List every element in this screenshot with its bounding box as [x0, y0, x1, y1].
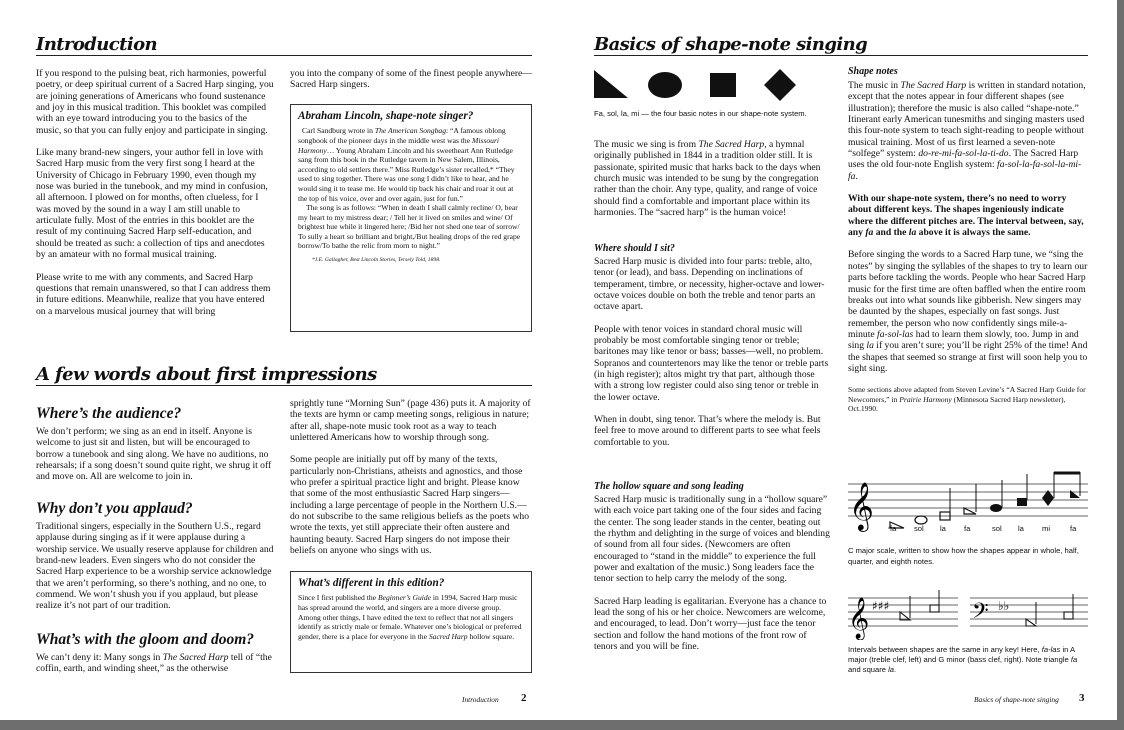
text-run: had to learn them slowly, too. Jump in and sing: [848, 328, 1079, 352]
lincoln-sidebar: [290, 104, 532, 332]
fa-half-note: [1026, 619, 1036, 626]
first-impressions-rule: [36, 385, 532, 386]
edition-sidebar-title: What’s different in this edition?: [298, 577, 445, 589]
la-half-note: [1064, 612, 1073, 619]
fa-half-note: [964, 508, 976, 514]
text-run: tell of “the coffin, earth, and winding sheet,” as the otherwise: [36, 652, 272, 675]
treble-clef-icon: 𝄞: [848, 598, 870, 639]
lincoln-sidebar-title: Abraham Lincoln, shape-note singer?: [298, 110, 474, 122]
introduction-rule: [36, 55, 532, 56]
syllable: fa: [1070, 654, 1078, 664]
book-title: The Sacred Harp: [900, 80, 967, 91]
hollow-square-section: [594, 494, 830, 663]
sit-heading: Where should I sit?: [594, 243, 675, 254]
hollow-square-paragraph: Sacred Harp leading is egalitarian. Everyone has a chance to lead the song of his or her choice. Newcomers are welcome, and encouraged, to lead. Don’t worry—just face the tenor section and follow the hand motions of the front row of tenors and you will be fine.: [594, 595, 827, 653]
intro-column-2: [290, 68, 532, 102]
shape-notes-heading: Shape notes: [848, 66, 898, 77]
book-title: Missouri Harmony: [298, 135, 500, 155]
source-note: [848, 385, 1088, 414]
impressions-paragraph: Some people are initially put off by many of the texts, particularly non-Christians, atheists and agnostics, and those who prefer a spiritual practice light and bright. Please know that some of the most enthusiastic Sacred Harp singers—including a large percentage of people in the Northern U.S.—do not subscribe to the same religious beliefs as the poets who wrote the texts, yet still appreciate their often austere and haunting beauty. Sacred Harp singers do not impose their beliefs on anyone who sings with us.: [290, 454, 529, 557]
text-run: (Minnesota Sacred Harp newsletter), Oct.1990.: [848, 394, 1066, 414]
text-run: The music in: [848, 80, 901, 91]
syllable-label: sol: [914, 524, 924, 533]
text-run: .: [855, 170, 858, 182]
key-signature-sharps-icon: ♯♯♯: [872, 599, 890, 613]
left-footer-label: Introduction: [462, 695, 499, 704]
text-run: … Young Abraham Lincoln and his sweetheart Ann Rutledge sang from this book in the Rutledge tavern in New Salem, Illinois, according to old settlers there.” Miss Rutledge’s sister recalled,* “They used to sing together. There was one song I didn’t like to hear, and he would sing it to tease me. He would tip back his chair and roar it out at the top of his voice, over and over again, just for fun.”: [298, 145, 515, 203]
syllable-label: sol: [992, 524, 1002, 533]
first-impressions-heading: A few words about first impressions: [36, 364, 377, 385]
lincoln-paragraph: [298, 126, 524, 203]
syllable: la: [888, 664, 895, 674]
intro-paragraph: If you respond to the pulsing beat, rich harmonies, powerful poetry, or deep spiritual current of a Sacred Harp singing, you are joining generations of Americans who found sustenance and joy in this musical tradition. This booklet was compiled with an eye toward introducing you to the basics of the music, so that you can fully enjoy and participate in singing.: [36, 68, 274, 136]
sit-section: [594, 256, 830, 459]
right-page-number: 3: [1079, 692, 1085, 704]
left-page-number: 2: [521, 692, 527, 704]
fa-eighth-note: [1070, 490, 1080, 498]
text-run: Since I first published the: [298, 593, 378, 603]
singing-notes-paragraph: [848, 249, 1088, 374]
scale-syllables: [848, 524, 1090, 536]
book-title: Sacred Harp: [428, 631, 468, 641]
syllable: fa-sol-las: [877, 328, 914, 340]
syllable: fa: [865, 227, 874, 239]
book-title: The Sacred Harp: [698, 139, 765, 150]
intro-paragraph: Please write to me with any comments, and Sacred Harp questions that remain unanswered, so that I can address them in future editions. Meanwhile, realize that you have entered on a marvelous musical journey that will bring: [36, 271, 271, 317]
basics-heading: Basics of shape-note singing: [594, 34, 868, 55]
intro-paragraph: you into the company of some of the finest people anywhere—Sacred Harp singers.: [290, 68, 532, 91]
lincoln-paragraph: The song is as follows: “When in death I shall calmly recline/ O, bear my heart to my mistress dear; / Tell her it lived on smiles and wine/ Of brightest hue while it lingered here; /Bid her not shed one tear of sorrow/ To sully a heart so brilliant and bright,/But healing drops of the red grape borrow/To bathe the relic from morn to night.”: [298, 203, 521, 251]
mi-diamond-note: [764, 69, 796, 101]
hollow-square-paragraph: Sacred Harp music is traditionally sung in a “hollow square” with each voice part taking one of the four sides and facing the center. The song leader stands in the center, beating out the rhythm and delighting in the surge of voices and blending of sound from all four sides. (Newcomers are often encouraged to “stand in the middle” to experience the full power and exaltation of the music.) Song leaders face the tenor section to help carry the melody of the song.: [594, 494, 830, 585]
text-run: hollow square.: [467, 631, 515, 641]
text-run: . The Sacred Harp uses the old four-note English system:: [848, 148, 1079, 171]
syllable-label: fa: [1070, 524, 1077, 533]
text-run: With our shape-note system, there’s no need to worry about different keys. The shapes ingeniously indicate where the different pitches are. The interval between, say, any: [848, 193, 1084, 239]
audience-heading: Where’s the audience?: [36, 405, 182, 422]
text-run: above it is always the same.: [916, 227, 1031, 239]
interval-caption: [848, 645, 1090, 674]
a-major-interval-staff: [848, 590, 960, 640]
text-run: Carl Sandburg wrote in: [302, 126, 375, 136]
syllable-label: fa: [964, 524, 971, 533]
keys-paragraph: [848, 193, 1088, 238]
fa-triangle-note: [594, 70, 628, 98]
text-run: Some sections above adapted from Steven Levine’s “A Sacred Harp Guide for Newcomers,” in: [848, 385, 1086, 404]
text-run: : “A famous oblong songbook of the pioneer days in the middle west was the: [298, 126, 506, 145]
gloom-heading: What’s with the gloom and doom?: [36, 631, 255, 648]
la-half-note: [930, 605, 939, 612]
edition-sidebar: [290, 571, 532, 673]
book-title: Beginner’s Guide: [377, 593, 432, 603]
sol-oval-note: [648, 72, 682, 98]
sit-paragraph: Sacred Harp music is divided into four parts: treble, alto, tenor (or lead), and bass. Depending on inclinations of temperament, timbre, or necessity, higher-octave and lower-octave voices double on both the treble and tenor parts an octave apart.: [594, 256, 825, 313]
text-run: and square: [848, 664, 889, 674]
basics-rule: [594, 55, 1088, 56]
lincoln-sidebar-content: [298, 111, 524, 266]
solfege-syllables: fa-sol-la-fa-sol-la-mi-fa: [848, 159, 1082, 182]
publication-title: Prairie Harmony: [899, 394, 952, 404]
intro-column-1: [36, 68, 274, 328]
syllable-label: la: [940, 524, 946, 533]
intro-paragraph: Like many brand-new singers, your author fell in love with Sacred Harp music from the very first song I heard at the University of Chicago in February 1990, even though my nose was buried in the tunebook, and my mind in confusion, all afternoon. I plowed on for months, often clueless, for I was moved by the sound in a way I am still unable to articulate fully. Most of the entries in this booklet are the result of my continuing Sacred Harp self-education, and should be treated as such: a collection of tips and anecdotes by an amateur with no formal musical training.: [36, 147, 268, 261]
g-minor-interval-staff: [970, 590, 1090, 640]
key-signature-flats-icon: ♭♭: [998, 599, 1010, 613]
basics-intro: [594, 139, 830, 218]
text-run: .: [894, 664, 897, 674]
impressions-column-2: [290, 398, 532, 567]
shapes-caption: Fa, sol, la, mi — the four basic notes in our shape-note system.: [594, 109, 807, 118]
book-title: The American Songbag: [374, 126, 446, 136]
la-square-note: [710, 73, 736, 97]
shape-notes-paragraph: [848, 80, 1088, 182]
sol-whole-note: [915, 516, 927, 524]
book-title: The Sacred Harp: [162, 652, 229, 663]
syllable: la: [908, 227, 917, 239]
text-run: if you aren’t sure; you’ll be right 25% of the time! And the shapes that seemed so strange at first will soon help you to sight sing.: [848, 340, 1088, 374]
impressions-paragraph: sprightly tune “Morning Sun” (page 436) puts it. A majority of the texts are hymn or camp meeting songs, religious in nature; after all, shape-note music took root as a way to teach unlettered Americans how to worship through song.: [290, 398, 531, 444]
sit-paragraph: When in doubt, sing tenor. That’s where the melody is. But feel free to move around to different parts to see what feels comfortable to you.: [594, 414, 821, 448]
treble-clef-icon: 𝄞: [849, 481, 874, 530]
shape-notes-illustration: [592, 68, 812, 104]
bass-clef-icon: 𝄢: [972, 599, 989, 629]
text-run: We can’t deny it: Many songs in: [36, 652, 163, 663]
text-run: in 1994, Sacred Harp music has spread around the world, and singers are a more diverse group. Among other things, I have edited the text to reflect that not all singers identify as strictly male or female. Whatever one’s biological or preferred gender, there is a place for everyone in the: [298, 593, 522, 641]
hollow-square-heading: The hollow square and song leading: [594, 481, 744, 492]
text-run: The music we sing is from: [594, 139, 699, 150]
audience-text: We don’t perform; we sing as an end in itself. Anyone is welcome to just sit and listen, but will be encouraged to borrow a tunebook and sing along. We have no auditions, no rehearsals; if a song doesn’t sound quite right, we shrug it off and move on. All are welcome to join in.: [36, 426, 272, 483]
scale-caption: C major scale, written to show how the shapes appear in whole, half, quarter, and eighth notes.: [848, 546, 1079, 566]
la-quarter-note: [1017, 498, 1027, 506]
text-run: Before singing the words to a Sacred Harp tune, we “sing the notes” by singing the syllables of the shapes to try to learn our parts before tackling the words. People who hear Sacred Harp music for the first time are often baffled when the entire room breaks out into what sounds like gibberish. New singers may be daunted by the shapes, especially on fast songs. Just remember, the person who now confidently sings mile-a-minute: [848, 249, 1088, 340]
shape-notes-section: [848, 80, 1088, 425]
lincoln-footnote: *J.E. Gallagher, Best Lincoln Stories, Tersely Told, 1898.: [312, 257, 441, 264]
text-run: and the: [873, 227, 909, 239]
syllable: fa-las: [1041, 645, 1061, 654]
edition-sidebar-content: [298, 578, 524, 641]
syllable-label: mi: [1042, 524, 1051, 533]
sit-paragraph: People with tenor voices in standard choral music will probably be most comfortable singing tenor or treble; baritones may like tenor or bass; basses—well, no problem. Sopranos and countertenors may like the tenor or treble parts (in high register); altos might try that part, although those with a strong low register could also sing tenor or treble in the lower octave.: [594, 323, 829, 403]
sol-quarter-note: [990, 504, 1002, 512]
text-run: in A major (treble clef, left) and G minor (bass clef, right). Note triangle: [848, 645, 1075, 664]
applaud-text: Traditional singers, especially in the Southern U.S., regard applause during singing as if it were applause during a worship service. We usually reserve applause for children and brand-new leaders. Even singers who do not consider the Sacred Harp experience to be a worship service acknowledge that we aren’t performing, so there’s nothing, and no one, to commend. We won’t shush you if you applaud, but please realize it’s not part of our tradition.: [36, 521, 274, 612]
solfege-syllables: do-re-mi-fa-sol-la-ti-do: [918, 148, 1009, 160]
right-footer-label: Basics of shape-note singing: [974, 695, 1059, 704]
syllable: la: [866, 340, 874, 352]
introduction-heading: Introduction: [36, 34, 157, 55]
text-run: Intervals between shapes are the same in any key! Here,: [848, 645, 1042, 654]
text-run: is written in standard notation, except that the notes appear in four different shapes (see illustration); therefore the music is also called “shape-note.” Itinerant early American tunesmiths and singing masters used this four-note system to teach sight-reading to people without musical training. Most of us first learned a seven-note “solfege” system:: [848, 80, 1086, 160]
text-run: , a hymnal originally published in 1844 in a tradition older still. It is passionate, spirited music that harks back to the days when church music was intended to be sung by the congregation rather than the choir. Any type, quality, and range of voice should find a comfortable and important place within its harmonies. The “sacred harp” is the human voice!: [594, 139, 821, 219]
gloom-text: [36, 652, 274, 675]
edition-text: [298, 593, 524, 641]
syllable-label: la: [1018, 524, 1024, 533]
applaud-heading: Why don’t you applaud?: [36, 500, 193, 517]
syllable-label: fa: [890, 524, 897, 533]
